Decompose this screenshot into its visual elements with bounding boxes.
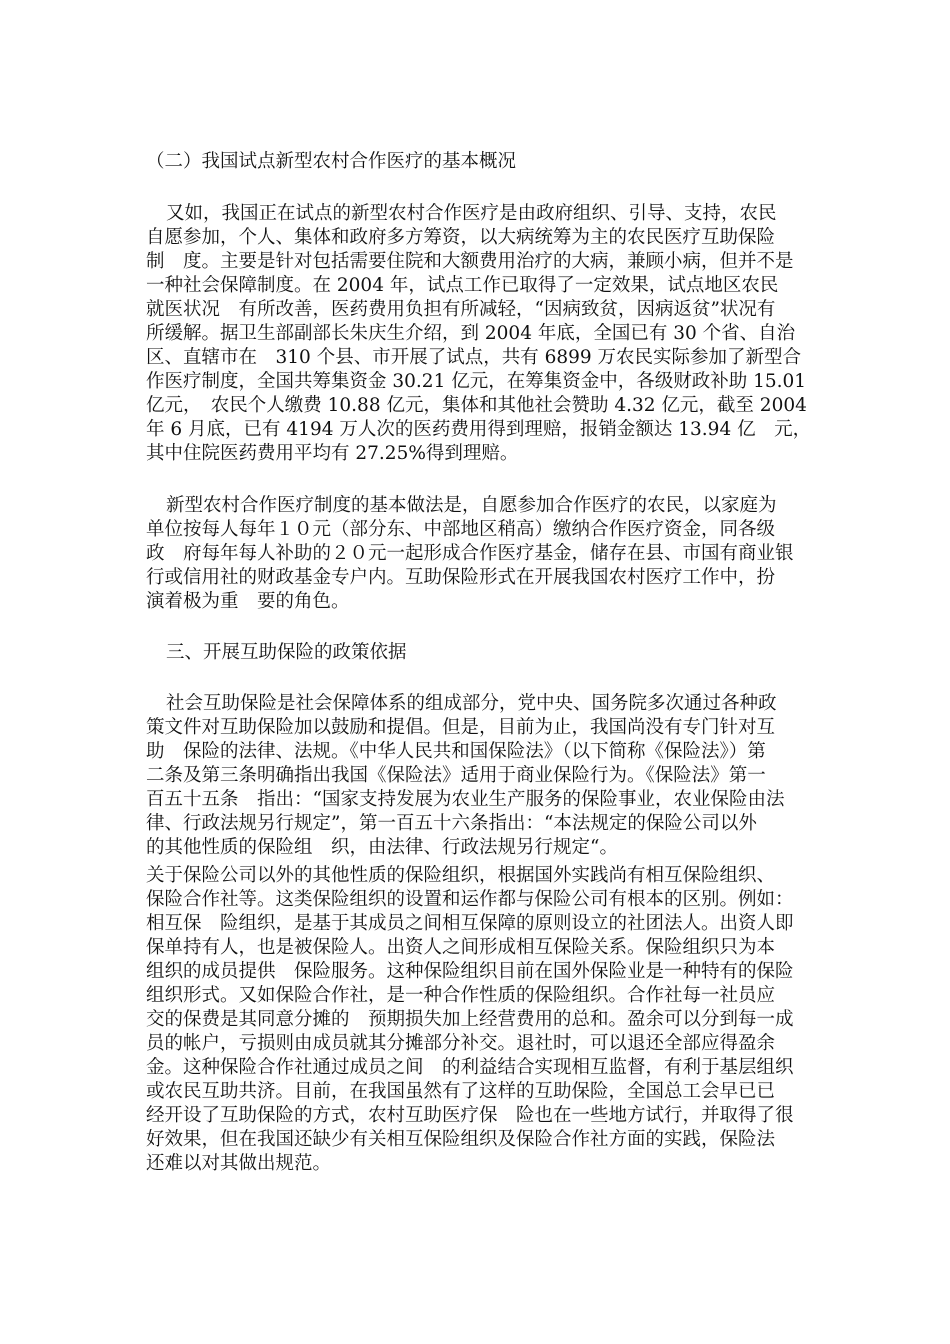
paragraph-4-line: 保单持有人，也是被保险人。出资人之间形成相互保险关系。保险组织只为本 <box>146 937 776 958</box>
paragraph-1-line: 作医疗制度，全国共筹集资金 30.21 亿元，在筹集资金中，各级财政补助 15.01 <box>146 371 807 392</box>
paragraph-2-line: 演着极为重 要的角色。 <box>146 591 350 612</box>
paragraph-1-line: 一种社会保障制度。在 2004 年，试点工作已取得了一定效果，试点地区农民 <box>146 275 779 296</box>
paragraph-1-line: 年 6 月底，已有 4194 万人次的医药费用得到理赔，报销金额达 13.94 亿 元， <box>146 419 812 440</box>
paragraph-4-line: 相互保 险组织，是基于其成员之间相互保障的原则设立的社团法人。出资人即 <box>146 913 794 934</box>
paragraph-4-line: 还难以对其做出规范。 <box>146 1153 332 1174</box>
paragraph-4-line: 关于保险公司以外的其他性质的保险组织，根据国外实践尚有相互保险组织、 <box>146 865 776 886</box>
paragraph-1-line: 区、直辖市在 310 个县、市开展了试点，共有 6899 万农民实际参加了新型合 <box>146 347 802 368</box>
section-heading-3: 三、开展互助保险的政策依据 <box>166 642 407 663</box>
paragraph-4-line: 组织的成员提供 保险服务。这种保险组织目前在国外保险业是一种特有的保险 <box>146 961 794 982</box>
paragraph-3-line: 百五十五条 指出：“国家支持发展为农业生产服务的保险事业，农业保险由法 <box>146 789 785 810</box>
paragraph-4-line: 组织形式。又如保险合作社，是一种合作性质的保险组织。合作社每一社员应 <box>146 985 776 1006</box>
section-heading-2: （二）我国试点新型农村合作医疗的基本概况 <box>146 151 517 172</box>
paragraph-1-line: 亿元， 农民个人缴费 10.88 亿元，集体和其他社会赞助 4.32 亿元，截至 2004 <box>146 395 807 416</box>
paragraph-4-line: 员的帐户，亏损则由成员就其分摊部分补交。退社时，可以退还全部应得盈余 <box>146 1033 776 1054</box>
paragraph-1-line: 自愿参加，个人、集体和政府多方筹资，以大病统筹为主的农民医疗互助保险 <box>146 227 776 248</box>
paragraph-2-line: 新型农村合作医疗制度的基本做法是，自愿参加合作医疗的农民，以家庭为 <box>166 495 777 516</box>
paragraph-3-line: 助 保险的法律、法规。《中华人民共和国保险法》（以下简称《保险法》）第 <box>146 741 766 762</box>
paragraph-1-line: 又如，我国正在试点的新型农村合作医疗是由政府组织、引导、支持，农民 <box>166 203 777 224</box>
paragraph-3-line: 律、行政法规另行规定”，第一百五十六条指出：“本法规定的保险公司以外 <box>146 813 757 834</box>
paragraph-2-line: 政 府每年每人补助的２０元一起形成合作医疗基金，储存在县、市国有商业银 <box>146 543 794 564</box>
paragraph-3-line: 社会互助保险是社会保障体系的组成部分，党中央、国务院多次通过各种政 <box>166 693 777 714</box>
paragraph-4-line: 交的保费是其同意分摊的 预期损失加上经营费用的总和。盈余可以分到每一成 <box>146 1009 794 1030</box>
paragraph-3-line: 策文件对互助保险加以鼓励和提倡。但是，目前为止，我国尚没有专门针对互 <box>146 717 776 738</box>
paragraph-1-line: 制 度。主要是针对包括需要住院和大额费用治疗的大病，兼顾小病，但并不是 <box>146 251 794 272</box>
paragraph-2-line: 单位按每人每年１０元（部分东、中部地区稍高）缴纳合作医疗资金，同各级 <box>146 519 776 540</box>
paragraph-1-line: 所缓解。据卫生部副部长朱庆生介绍，到 2004 年底，全国已有 30 个省、自治 <box>146 323 796 344</box>
paragraph-4-line: 或农民互助共济。目前，在我国虽然有了这样的互助保险，全国总工会早已已 <box>146 1081 776 1102</box>
paragraph-3-line: 的其他性质的保险组 织，由法律、行政法规另行规定“。 <box>146 837 618 858</box>
paragraph-1-line: 就医状况 有所改善，医药费用负担有所减轻，“因病致贫，因病返贫”状况有 <box>146 299 776 320</box>
paragraph-3-line: 二条及第三条明确指出我国《保险法》适用于商业保险行为。《保险法》第一 <box>146 765 766 786</box>
paragraph-4-line: 保险合作社等。这类保险组织的设置和运作都与保险公司有根本的区别。例如： <box>146 889 794 910</box>
paragraph-4-line: 金。这种保险合作社通过成员之间 的利益结合实现相互监督，有利于基层组织 <box>146 1057 794 1078</box>
paragraph-4-line: 好效果，但在我国还缺少有关相互保险组织及保险合作社方面的实践，保险法 <box>146 1129 776 1150</box>
paragraph-4-line: 经开设了互助保险的方式，农村互助医疗保 险也在一些地方试行，并取得了很 <box>146 1105 794 1126</box>
paragraph-1-line: 其中住院医药费用平均有 27.25%得到理赔。 <box>146 443 519 464</box>
paragraph-2-line: 行或信用社的财政基金专户内。互助保险形式在开展我国农村医疗工作中，扮 <box>146 567 776 588</box>
